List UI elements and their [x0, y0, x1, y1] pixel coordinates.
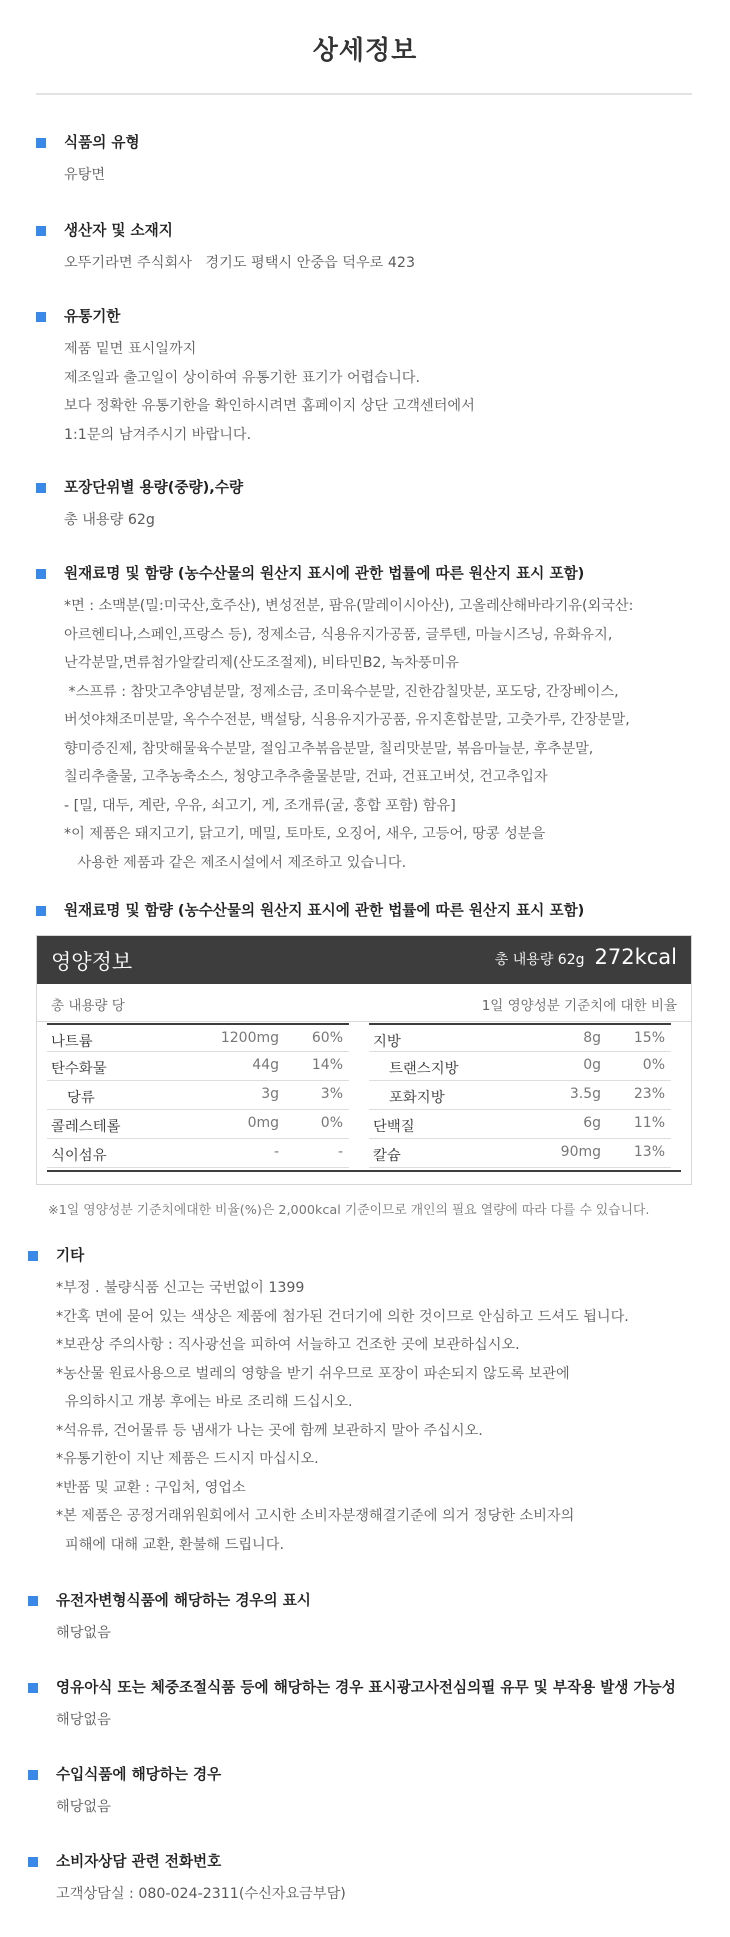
nutrient-daily-percent: 0%	[642, 1057, 665, 1073]
section-contact	[28, 1851, 346, 1909]
nutrient-amount: 90mg	[560, 1144, 601, 1160]
section-text: *농산물 원료사용으로 벌레의 영향을 받기 쉬우므로 포장이 파손되지 않도록 보관에	[56, 1365, 570, 1382]
section-text: - [밀, 대두, 계란, 우유, 쇠고기, 게, 조개류(굴, 홍합 포함) 함유]	[64, 797, 456, 814]
nutrition-title: 영양정보	[51, 950, 133, 974]
nutrition-column-right	[369, 1023, 671, 1168]
section-imported	[28, 1764, 222, 1822]
section-text: 피해에 대해 교환, 환불해 드립니다.	[56, 1536, 284, 1553]
nutrition-footnote: ※1일 영양성분 기준치에대한 비율(%)은 2,000kcal 기준이므로 개인의 필요 열량에 따라 다를 수 있습니다.	[48, 1203, 650, 1218]
nutrition-row	[47, 1139, 349, 1168]
nutrition-total: 총 내용량 62g	[494, 952, 585, 968]
nutrient-name: 칼슘	[373, 1148, 401, 1164]
section-text: 난각분말,면류첨가알칼리제(산도조절제), 비타민B2, 녹차풍미유	[64, 655, 460, 671]
section-text: 유의하시고 개봉 후에는 바로 조리해 드십시오.	[56, 1394, 353, 1410]
section-bullet-icon	[28, 1596, 38, 1606]
section-title: 포장단위별 용량(중량),수량	[64, 479, 244, 496]
nutrition-kcal: 272kcal	[594, 945, 677, 969]
nutrient-amount: 6g	[583, 1115, 601, 1131]
nutrient-name: 콜레스테롤	[51, 1119, 121, 1135]
section-title: 소비자상담 관련 전화번호	[56, 1853, 222, 1870]
nutrient-name: 탄수화물	[51, 1061, 107, 1077]
section-gmo	[28, 1590, 311, 1648]
nutrition-row	[369, 1139, 671, 1168]
section-text: 고객상담실 : 080-024-2311(수신자요금부담)	[56, 1886, 346, 1902]
section-food-type	[36, 132, 140, 190]
nutrient-daily-percent: 11%	[633, 1115, 665, 1131]
nutrition-row	[47, 1023, 349, 1052]
section-text: 사용한 제품과 같은 제조시설에서 제조하고 있습니다.	[64, 854, 407, 871]
nutrient-daily-percent: 14%	[311, 1057, 343, 1073]
section-text: 유탕면	[64, 167, 106, 183]
nutrition-row	[369, 1110, 671, 1139]
section-text: *면 : 소맥분(밀:미국산,호주산), 변성전분, 팜유(말레이시아산), 고올레산해바라기유(외국산:	[64, 598, 634, 614]
daily-value-label: 1일 영양성분 기준치에 대한 비율	[481, 998, 677, 1014]
section-text: *이 제품은 돼지고기, 닭고기, 메밀, 토마토, 오징어, 새우, 고등어, 땅콩 성분을	[64, 826, 546, 842]
section-text: 해당없음	[56, 1799, 111, 1815]
section-text: 제조일과 출고일이 상이하여 유통기한 표기가 어렵습니다.	[64, 369, 420, 386]
nutrient-amount: 3g	[261, 1086, 279, 1102]
section-text: 해당없음	[56, 1625, 111, 1641]
nutrition-row	[369, 1081, 671, 1110]
section-bullet-icon	[28, 1251, 38, 1261]
section-text: *부정 . 불량식품 신고는 국번없이 1399	[56, 1280, 305, 1296]
section-ingredients	[36, 563, 633, 877]
section-bullet-icon	[36, 906, 46, 916]
nutrient-name: 지방	[373, 1034, 401, 1050]
nutrition-bottom-rule	[47, 1170, 681, 1172]
section-text: 오뚜기라면 주식회사 경기도 평택시 안중읍 덕우로 423	[64, 255, 415, 271]
nutrient-name: 트랜스지방	[389, 1061, 459, 1077]
nutrient-amount: 8g	[583, 1030, 601, 1046]
section-text: 해당없음	[56, 1712, 111, 1728]
nutrition-row	[47, 1052, 349, 1081]
nutrition-row	[47, 1110, 349, 1139]
section-expiry	[36, 306, 475, 449]
nutrient-amount: 3.5g	[569, 1086, 601, 1102]
section-text: 향미증진제, 참맛해물육수분말, 절임고추볶음분말, 칠리맛분말, 볶음마늘분, 후추분말,	[64, 740, 594, 757]
section-bullet-icon	[36, 569, 46, 579]
nutrient-daily-percent: 13%	[633, 1144, 665, 1160]
section-infant-diet	[28, 1677, 676, 1735]
section-title: 수입식품에 해당하는 경우	[56, 1766, 222, 1783]
section-text: *석유류, 건어물류 등 냄새가 나는 곳에 함께 보관하지 말아 주십시오.	[56, 1422, 483, 1439]
section-text: 버섯야채조미분말, 옥수수전분, 백설탕, 식용유지가공품, 유지혼합분말, 고춧가루, 간장분말,	[64, 712, 630, 728]
section-title: 영유아식 또는 체중조절식품 등에 해당하는 경우 표시광고사전심의필 유무 및 부작용 발생 가능성	[56, 1679, 676, 1696]
per-serving-label: 총 내용량 당	[51, 998, 125, 1014]
nutrient-daily-percent: 3%	[320, 1086, 343, 1102]
section-text: *간혹 면에 묻어 있는 색상은 제품에 첨가된 건더기에 의한 것이므로 안심하고 드셔도 됩니다.	[56, 1308, 629, 1325]
nutrient-amount: 44g	[252, 1057, 279, 1073]
section-title: 식품의 유형	[64, 134, 140, 151]
section-bullet-icon	[36, 138, 46, 148]
page-title: 상세정보	[312, 36, 418, 66]
section-etc	[28, 1245, 629, 1559]
section-title: 생산자 및 소재지	[64, 222, 173, 239]
nutrient-daily-percent: 60%	[311, 1030, 343, 1046]
nutrient-name: 당류	[67, 1090, 95, 1106]
section-bullet-icon	[36, 483, 46, 493]
section-text: 총 내용량 62g	[64, 512, 155, 528]
section-title: 원재료명 및 함량 (농수산물의 원산지 표시에 관한 법률에 따른 원산지 표시 포함)	[64, 902, 585, 919]
nutrient-amount: 1200mg	[220, 1030, 279, 1046]
nutrient-name: 나트륨	[51, 1034, 93, 1050]
section-package	[36, 477, 244, 535]
nutrition-header	[37, 936, 691, 984]
nutrient-daily-percent: 15%	[633, 1030, 665, 1046]
section-text: *보관상 주의사항 : 직사광선을 피하여 서늘하고 건조한 곳에 보관하십시오.	[56, 1337, 520, 1353]
section-text: 제품 밑면 표시일까지	[64, 341, 197, 357]
section-bullet-icon	[28, 1683, 38, 1693]
section-bullet-icon	[36, 312, 46, 322]
section-text: 1:1문의 남겨주시기 바랍니다.	[64, 426, 252, 443]
nutrition-row	[369, 1052, 671, 1081]
nutrient-amount: -	[273, 1144, 279, 1160]
section-bullet-icon	[36, 226, 46, 236]
nutrition-subheader	[37, 984, 691, 1022]
nutrient-name: 단백질	[373, 1119, 415, 1135]
section-bullet-icon	[28, 1857, 38, 1867]
section-title: 기타	[56, 1247, 85, 1264]
section-title: 유통기한	[64, 308, 121, 325]
nutrition-column-left	[47, 1023, 349, 1168]
section-text: *본 제품은 공정거래위원회에서 고시한 소비자분쟁해결기준에 의거 정당한 소비자의	[56, 1508, 575, 1524]
nutrition-row	[369, 1023, 671, 1052]
section-bullet-icon	[28, 1770, 38, 1780]
section-producer	[36, 220, 415, 278]
section-text: 칠리추출물, 고추농축소스, 청양고추추출물분말, 건파, 건표고버섯, 건고추입자	[64, 769, 548, 785]
section-title: 원재료명 및 함량 (농수산물의 원산지 표시에 관한 법률에 따른 원산지 표시 포함)	[64, 565, 585, 582]
section-text: *유통기한이 지난 제품은 드시지 마십시오.	[56, 1451, 319, 1467]
nutrient-name: 포화지방	[389, 1090, 445, 1106]
nutrient-daily-percent: 0%	[320, 1115, 343, 1131]
section-text: *스프류 : 참맛고추양념분말, 정제소금, 조미육수분말, 진한감칠맛분, 포도당, 간장베이스,	[64, 683, 619, 700]
nutrition-table	[36, 935, 692, 1185]
section-text: *반품 및 교환 : 구입처, 영업소	[56, 1479, 246, 1496]
section-text: 보다 정확한 유통기한을 확인하시려면 홈페이지 상단 고객센터에서	[64, 398, 475, 414]
nutrient-daily-percent: 23%	[633, 1086, 665, 1102]
title-divider	[36, 93, 692, 95]
nutrient-amount: 0mg	[247, 1115, 279, 1131]
nutrient-amount: 0g	[583, 1057, 601, 1073]
nutrient-name: 식이섬유	[51, 1148, 107, 1164]
section-text: 아르헨티나,스페인,프랑스 등), 정제소금, 식용유지가공품, 글루텐, 마늘시즈닝, 유화유지,	[64, 626, 613, 643]
nutrient-daily-percent: -	[337, 1144, 343, 1160]
section-title: 유전자변형식품에 해당하는 경우의 표시	[56, 1592, 311, 1609]
nutrition-row	[47, 1081, 349, 1110]
